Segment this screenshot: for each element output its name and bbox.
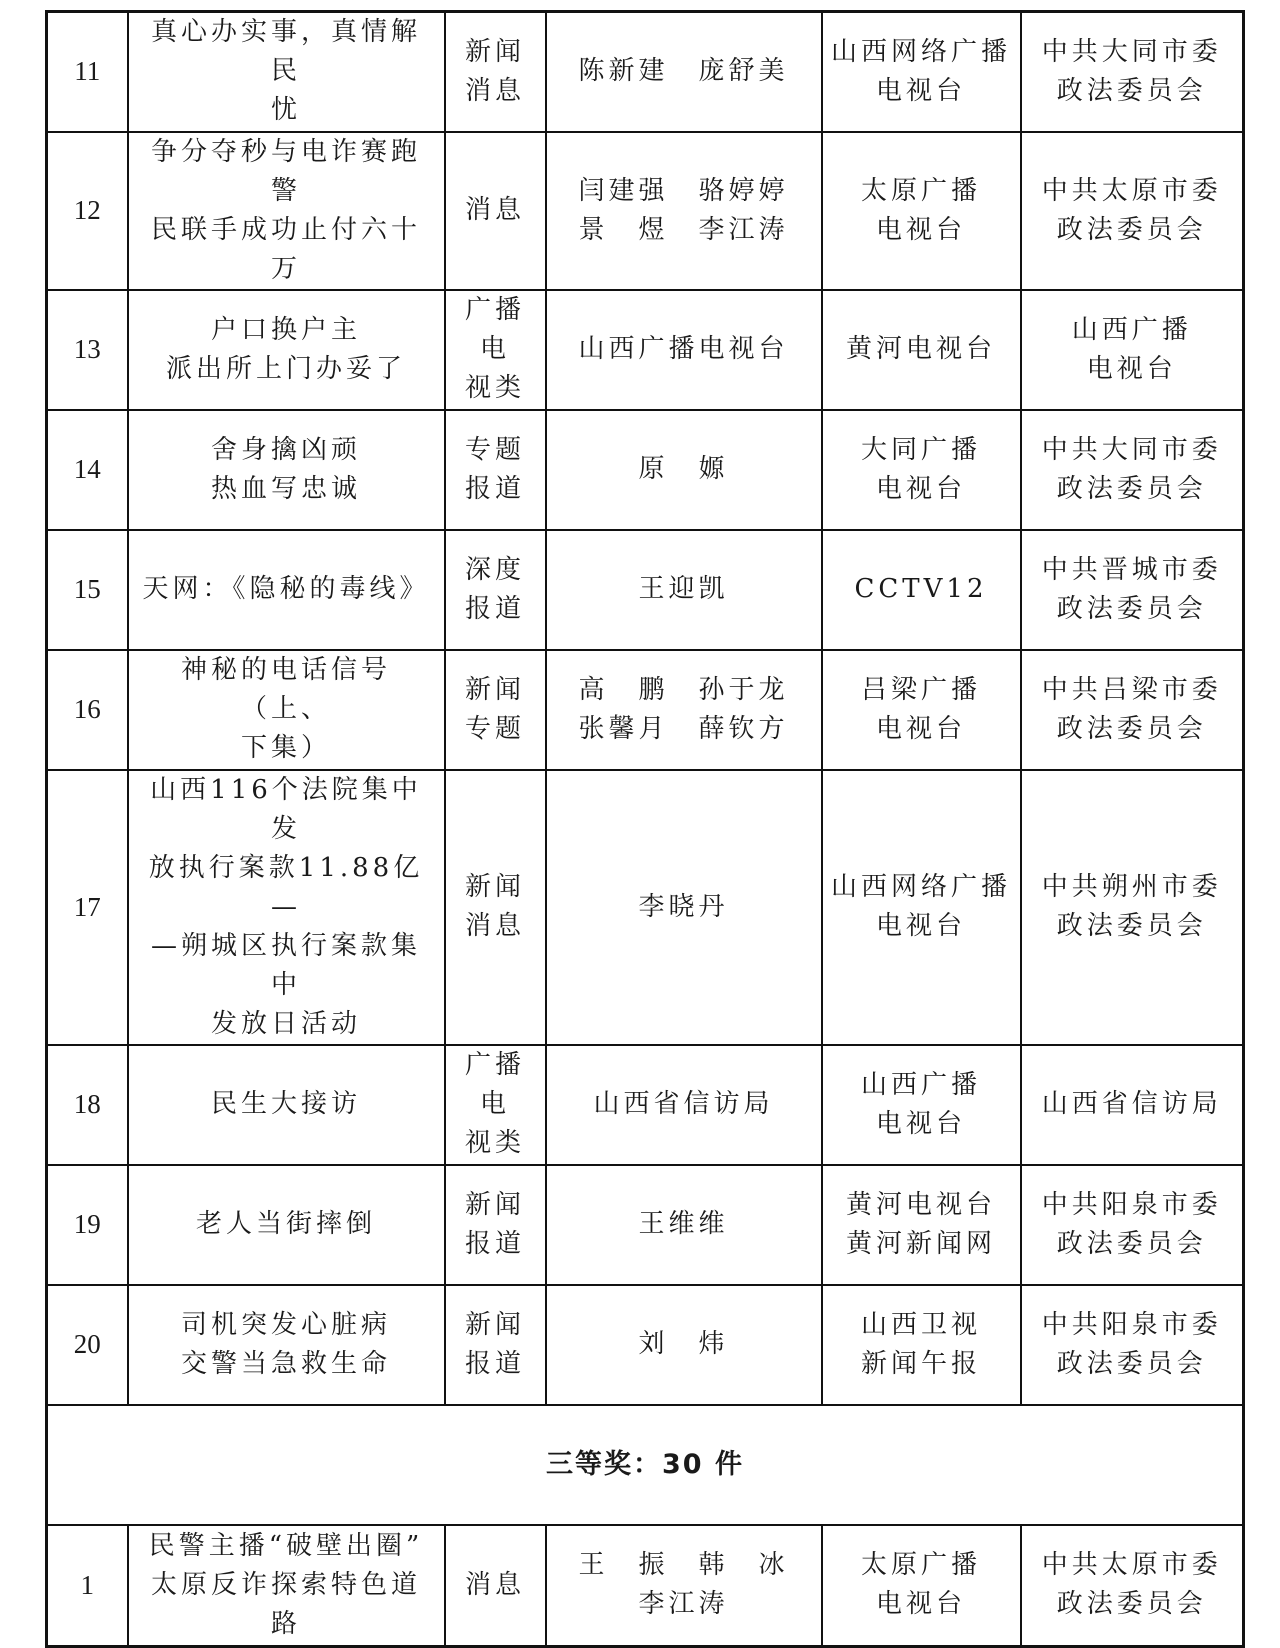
row-number: 20: [47, 1285, 128, 1405]
work-authors: 山西广播电视台: [546, 290, 822, 410]
recommending-unit: 山西广播 电视台: [1021, 290, 1244, 410]
work-title: 争分夺秒与电诈赛跑警 民联手成功止付六十万: [128, 132, 445, 290]
row-number: 13: [47, 290, 128, 410]
row-number: 17: [47, 770, 128, 1045]
publishing-media: 山西广播 电视台: [822, 1045, 1021, 1165]
publishing-media: 黄河电视台 黄河新闻网: [822, 1165, 1021, 1285]
work-authors: 王 振 韩 冰 李江涛: [546, 1525, 822, 1647]
row-number: 18: [47, 1045, 128, 1165]
work-authors: 高 鹏 孙于龙 张馨月 薛钦方: [546, 650, 822, 770]
work-authors: 原 嫄: [546, 410, 822, 530]
publishing-media: 黄河电视台: [822, 290, 1021, 410]
row-number: 15: [47, 530, 128, 650]
row-number: 16: [47, 650, 128, 770]
row-number: 1: [47, 1525, 128, 1647]
work-category: 新闻 报道: [445, 1165, 546, 1285]
publishing-media: 太原广播 电视台: [822, 132, 1021, 290]
table-row: [47, 1525, 1244, 1647]
publishing-media: 山西网络广播 电视台: [822, 12, 1021, 132]
row-number: 19: [47, 1165, 128, 1285]
work-authors: 闫建强 骆婷婷 景 煜 李江涛: [546, 132, 822, 290]
work-title: 舍身擒凶顽 热血写忠诚: [128, 410, 445, 530]
recommending-unit: 中共朔州市委 政法委员会: [1021, 770, 1244, 1045]
publishing-media: CCTV12: [822, 530, 1021, 650]
work-category: 专题 报道: [445, 410, 546, 530]
work-category: 新闻 专题: [445, 650, 546, 770]
publishing-media: 山西网络广播 电视台: [822, 770, 1021, 1045]
work-category: 广播电 视类: [445, 290, 546, 410]
recommending-unit: 中共大同市委 政法委员会: [1021, 12, 1244, 132]
third-prize-heading: 三等奖：30 件: [47, 1405, 1244, 1525]
table-row: [47, 132, 1244, 290]
work-title: 民警主播“破壁出圈” 太原反诈探索特色道路: [128, 1525, 445, 1647]
recommending-unit: 中共太原市委 政法委员会: [1021, 132, 1244, 290]
recommending-unit: 中共阳泉市委 政法委员会: [1021, 1165, 1244, 1285]
table-row: [47, 290, 1244, 410]
work-category: 消息: [445, 132, 546, 290]
work-authors: 王维维: [546, 1165, 822, 1285]
work-authors: 山西省信访局: [546, 1045, 822, 1165]
work-title: 山西116个法院集中发 放执行案款11.88亿— —朔城区执行案款集中 发放日活动: [128, 770, 445, 1045]
work-authors: 刘 炜: [546, 1285, 822, 1405]
section-heading-row: [47, 1405, 1244, 1525]
row-number: 14: [47, 410, 128, 530]
work-category: 新闻 报道: [445, 1285, 546, 1405]
recommending-unit: 中共太原市委 政法委员会: [1021, 1525, 1244, 1647]
table-row: [47, 1165, 1244, 1285]
recommending-unit: 中共晋城市委 政法委员会: [1021, 530, 1244, 650]
recommending-unit: 山西省信访局: [1021, 1045, 1244, 1165]
work-category: 广播电 视类: [445, 1045, 546, 1165]
recommending-unit: 中共阳泉市委 政法委员会: [1021, 1285, 1244, 1405]
recommending-unit: 中共吕梁市委 政法委员会: [1021, 650, 1244, 770]
publishing-media: 大同广播 电视台: [822, 410, 1021, 530]
work-title: 户口换户主 派出所上门办妥了: [128, 290, 445, 410]
row-number: 12: [47, 132, 128, 290]
table-row: [47, 410, 1244, 530]
publishing-media: 山西卫视 新闻午报: [822, 1285, 1021, 1405]
recommending-unit: 中共大同市委 政法委员会: [1021, 410, 1244, 530]
work-title: 真心办实事，真情解民 忧: [128, 12, 445, 132]
work-authors: 陈新建 庞舒美: [546, 12, 822, 132]
work-authors: 李晓丹: [546, 770, 822, 1045]
publishing-media: 吕梁广播 电视台: [822, 650, 1021, 770]
work-title: 老人当街摔倒: [128, 1165, 445, 1285]
table-row: [47, 770, 1244, 1045]
table-row: [47, 530, 1244, 650]
awards-table: [45, 10, 1245, 1648]
table-row: [47, 1285, 1244, 1405]
work-category: 消息: [445, 1525, 546, 1647]
work-title: 司机突发心脏病 交警当急救生命: [128, 1285, 445, 1405]
table-row: [47, 650, 1244, 770]
work-title: 神秘的电话信号（上、 下集）: [128, 650, 445, 770]
work-authors: 王迎凯: [546, 530, 822, 650]
table-row: [47, 12, 1244, 132]
work-title: 天网：《隐秘的毒线》: [128, 530, 445, 650]
work-title: 民生大接访: [128, 1045, 445, 1165]
work-category: 新闻 消息: [445, 770, 546, 1045]
table-row: [47, 1045, 1244, 1165]
work-category: 深度 报道: [445, 530, 546, 650]
publishing-media: 太原广播 电视台: [822, 1525, 1021, 1647]
row-number: 11: [47, 12, 128, 132]
work-category: 新闻 消息: [445, 12, 546, 132]
